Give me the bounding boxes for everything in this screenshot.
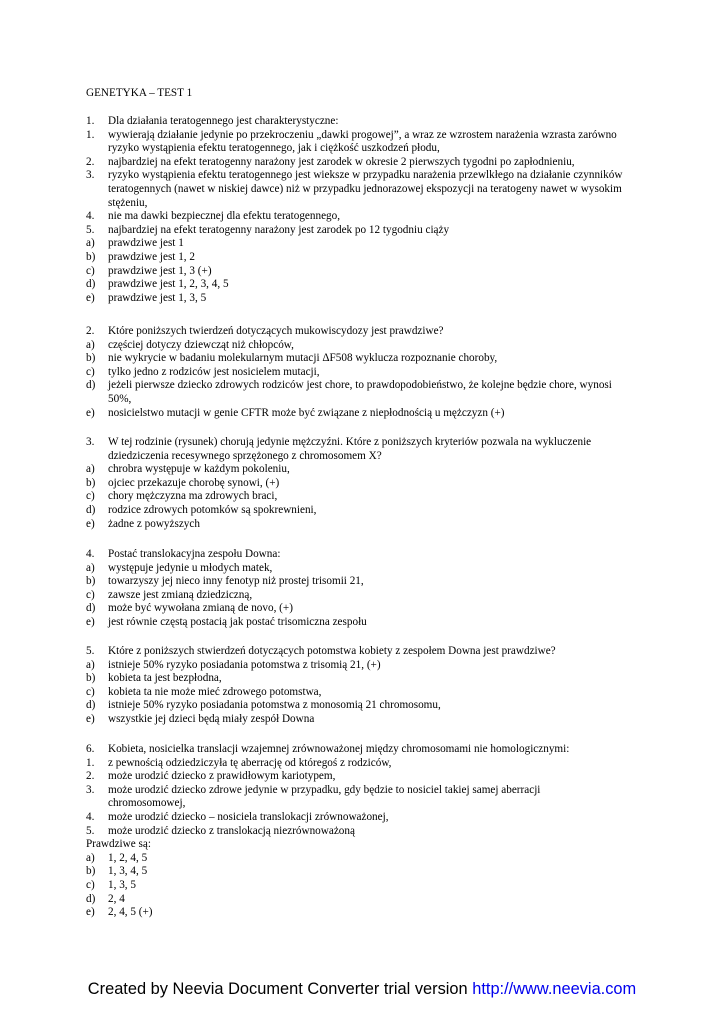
answer-option: c) prawdziwe jest 1, 3 (+) (86, 264, 212, 277)
answer-option: a) występuje jedynie u młodych matek, (86, 561, 273, 574)
neevia-link[interactable]: http://www.neevia.com (472, 980, 637, 998)
question-4 (86, 548, 646, 630)
question-6-stem: 6. Kobieta, nosicielka translacji wzajemnej zrównoważonej między chromosomami nie homologicznymi: (86, 743, 570, 755)
answer-option: b) towarzyszy jej nieco inny fenotyp niż prostej trisomii 21, (86, 575, 364, 588)
answer-option: a) istnieje 50% ryzyko posiadania potomstwa z trisomią 21, (+) (86, 658, 381, 671)
answer-option: e) wszystkie jej dzieci będą miały zespół Downa (86, 712, 315, 725)
question-3-stem: 3. W tej rodzinie (rysunek) chorują jedynie mężczyźni. Które z poniższych kryteriów pozwala na wykluczenie dziedziczenia recesywnego sprzężonego z chromosomem X? (86, 436, 592, 462)
answer-option: c) 1, 3, 5 (86, 878, 136, 891)
question-1 (86, 115, 646, 305)
document-title: GENETYKA – TEST 1 (86, 87, 193, 99)
answer-option: b) kobieta ta jest bezpłodna, (86, 672, 222, 685)
statement-item: 3. ryzyko wystąpienia efektu teratogennego jest wieksze w przypadku narażenia przewlkłego na działanie czynników teratogennych (nawet w niskiej dawce) niż w przypadku jednorazowej ekspozycji na teratogeny nawet w wysokim stężeniu, (86, 169, 623, 209)
answer-option: d) rodzice zdrowych potomków są spokrewnieni, (86, 503, 317, 516)
answer-option: a) chrobra występuje w każdym pokoleniu, (86, 463, 290, 476)
converter-footer (0, 979, 724, 999)
statement-item: 2. najbardziej na efekt teratogenny narażony jest zarodek w okresie 2 pierwszych tygodni po zapłodnieniu, (86, 155, 575, 168)
answer-option: e) 2, 4, 5 (+) (86, 906, 153, 919)
answer-option: a) prawdziwe jest 1 (86, 237, 184, 250)
answer-option: a) 1, 2, 4, 5 (86, 851, 148, 864)
answer-option: e) jest równie częstą postacią jak postać trisomiczna zespołu (86, 615, 367, 628)
question-4-stem: 4. Postać translokacyjna zespołu Downa: (86, 548, 281, 560)
statement-item: 2. może urodzić dziecko z prawidłowym kariotypem, (86, 770, 336, 783)
answer-option: e) żadne z powyższych (86, 517, 200, 530)
statement-item: 5. najbardziej na efekt teratogenny narażony jest zarodek po 12 tygodniu ciąży (86, 223, 450, 236)
statement-item: 4. nie ma dawki bezpiecznej dla efektu teratogennego, (86, 210, 341, 223)
answer-option: b) prawdziwe jest 1, 2 (86, 250, 195, 263)
answer-option: a) częściej dotyczy dziewcząt niż chłopców, (86, 338, 294, 351)
answer-option: d) jeżeli pierwsze dziecko zdrowych rodziców jest chore, to prawdopodobieństwo, że kolejne będzie chore, wynosi 50%, (86, 379, 612, 405)
question-1-stem: 1. Dla działania teratogennego jest charakterystyczne: (86, 115, 339, 127)
statement-item: 1. wywierają działanie jedynie po przekroczeniu „dawki progowej”, a wraz ze wzrostem narażenia wzrasta zarówno ryzyko wystąpienia efektu teratogennego, jak i ciężkość uszkodzeń płodu, (86, 128, 617, 155)
answer-option: d) 2, 4 (86, 892, 125, 905)
question-5-stem: 5. Które z poniższych stwierdzeń dotyczących potomstwa kobiety z zespołem Downa jest prawdziwe? (86, 645, 556, 657)
footer-text: Created by Neevia Document Converter trial version (87, 980, 473, 998)
answer-option: c) tylko jedno z rodziców jest nosicielem mutacji, (86, 365, 320, 378)
question-2 (86, 325, 646, 420)
question-2-stem: 2. Które poniższych twierdzeń dotyczących mukowiscydozy jest prawdziwe? (86, 325, 444, 337)
answer-option: b) ojciec przekazuje chorobę synowi, (+) (86, 476, 280, 489)
question-3 (86, 436, 646, 531)
answer-option: c) chory mężczyzna ma zdrowych braci, (86, 490, 278, 503)
answer-option: c) zawsze jest zmianą dziedziczną, (86, 588, 253, 601)
question-5 (86, 645, 646, 727)
answer-option: e) prawdziwe jest 1, 3, 5 (86, 291, 207, 304)
answer-option: e) nosicielstwo mutacji w genie CFTR może być związane z niepłodnością u mężczyzn (+) (86, 406, 505, 419)
answer-option: b) 1, 3, 4, 5 (86, 865, 148, 878)
statement-item: 5. może urodzić dziecko z translokacją niezrównoważoną (86, 824, 355, 837)
answer-option: c) kobieta ta nie może mieć zdrowego potomstwa, (86, 685, 322, 698)
answer-option: b) nie wykrycie w badaniu molekularnym mutacji ΔF508 wyklucza rozpoznanie choroby, (86, 352, 498, 365)
statement-item: 1. z pewnością odziedziczyła tę aberrację od któregoś z rodziców, (86, 756, 392, 769)
answer-option: d) może być wywołana zmianą de novo, (+) (86, 602, 293, 615)
answers-label: Prawdziwe są: (86, 838, 151, 851)
question-6 (86, 743, 646, 920)
answer-option: d) istnieje 50% ryzyko posiadania potomstwa z monosomią 21 chromosomu, (86, 699, 441, 712)
statement-item: 3. może urodzić dziecko zdrowe jedynie w przypadku, gdy będzie to nosiciel takiej samej aberracji chromosomowej, (86, 783, 541, 810)
statement-item: 4. może urodzić dziecko – nosiciela translokacji zrównoważonej, (86, 810, 389, 823)
answer-option: d) prawdziwe jest 1, 2, 3, 4, 5 (86, 278, 229, 291)
